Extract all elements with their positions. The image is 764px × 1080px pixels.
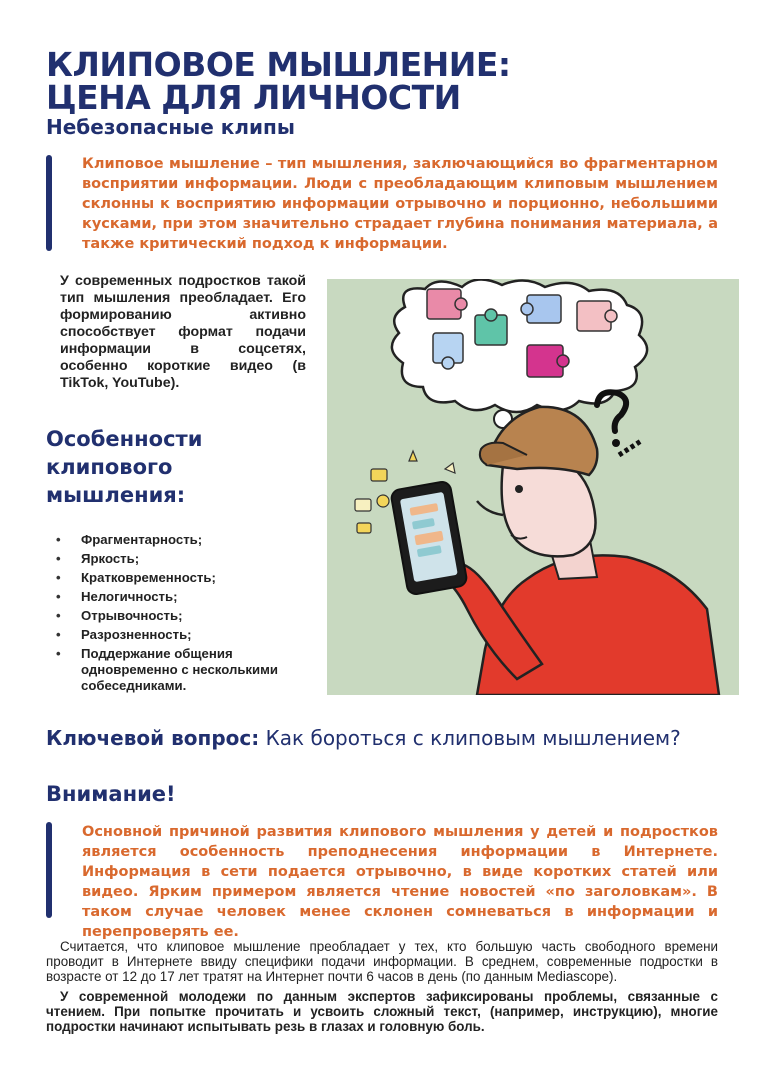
feature-item: • Поддержание общения одновременно с несколькими собеседниками. bbox=[56, 646, 316, 694]
puzzle-piece-knob bbox=[442, 357, 454, 369]
features-heading: Особенности клипового мышления: bbox=[46, 427, 203, 507]
feature-item: • Кратковременность; bbox=[56, 570, 316, 586]
feature-item: • Отрывочность; bbox=[56, 608, 316, 624]
message-icon bbox=[371, 469, 387, 481]
callout-accent-bar bbox=[46, 155, 52, 251]
smiley-icon bbox=[377, 495, 389, 507]
title-line-1: КЛИПОВОЕ МЫШЛЕНИЕ: bbox=[46, 45, 511, 84]
callout-accent-bar bbox=[46, 822, 52, 918]
page-title bbox=[46, 45, 511, 117]
message-icon bbox=[357, 523, 371, 533]
teen-with-phone-illustration bbox=[327, 279, 739, 695]
body-paragraph-1: Считается, что клиповое мышление преобладает у тех, кто большую часть свободного времени проводит в Интернете ввиду специфики подачи информации. В среднем, современные подростки в возрасте от 12 до 17 лет тратят на Интернет почти 6 часов в день (по данным Mediascope). bbox=[46, 939, 718, 984]
key-question bbox=[46, 726, 681, 750]
body-paragraph-2: У современной молодежи по данным экспертов зафиксированы проблемы, связанные с чтением. При попытке прочитать и усвоить сложный текст, (например, инструкцию), многие подростки начинают испытывать резь в глазах и головную боль. bbox=[46, 989, 718, 1034]
eye bbox=[515, 485, 523, 493]
question-mark-dot bbox=[612, 439, 620, 447]
puzzle-piece-knob bbox=[485, 309, 497, 321]
puzzle-piece-knob bbox=[455, 298, 467, 310]
title-line-2: ЦЕНА ДЛЯ ЛИЧНОСТИ bbox=[46, 78, 461, 117]
feature-item: • Фрагментарность; bbox=[56, 532, 316, 548]
feature-item: • Разрозненность; bbox=[56, 627, 316, 643]
definition-callout: Клиповое мышление – тип мышления, заключающийся во фрагментарном восприятии информации. Люди с преобладающим клиповым мышлением склонны к восприятию информации отрывочно и порционно, небольшими кусками, при этом значительно страдает глубина понимания материала, а также критический подход к информации. bbox=[82, 156, 718, 252]
page-subtitle: Небезопасные клипы bbox=[46, 115, 295, 139]
feature-item: • Нелогичность; bbox=[56, 589, 316, 605]
message-icon bbox=[355, 499, 371, 511]
puzzle-piece-knob bbox=[521, 303, 533, 315]
attention-heading: Внимание! bbox=[46, 782, 176, 806]
key-question-text: Как бороться с клиповым мышлением? bbox=[265, 726, 681, 750]
puzzle-piece-knob bbox=[557, 355, 569, 367]
attention-callout: Основной причиной развития клипового мышления у детей и подростков является особенность преподнесения информации в Интернете. Информация в сети подается отрывочно, в виде коротких статей или видео. Ярким примером является чтение новостей «по заголовкам». В таком случае человек менее склонен сомневаться в информации и перепроверять ее. bbox=[82, 824, 718, 940]
feature-item: • Яркость; bbox=[56, 551, 316, 567]
features-list bbox=[56, 532, 316, 697]
puzzle-piece-knob bbox=[605, 310, 617, 322]
intro-paragraph: У современных подростков такой тип мышления преобладает. Его формированию активно способствует формат подачи информации в соцсетях, особенно короткие видео (в TikTok, YouTube). bbox=[60, 273, 306, 391]
key-question-label: Ключевой вопрос: bbox=[46, 726, 260, 750]
